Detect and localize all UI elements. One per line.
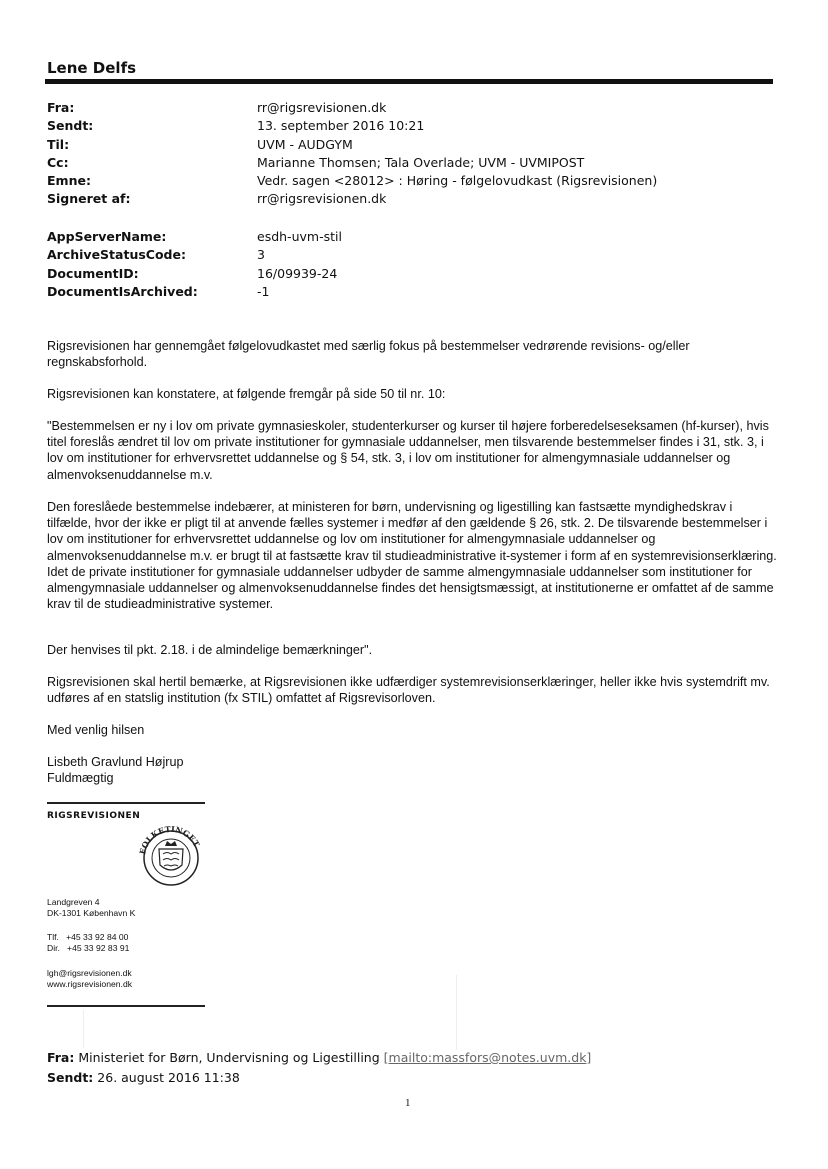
field-value: rr@rigsrevisionen.dk [257, 191, 387, 207]
field-label: AppServerName: [47, 229, 167, 244]
signer-name: Lisbeth Gravlund Højrup [47, 755, 184, 769]
field-signed-by [47, 190, 747, 208]
closing-greeting: Med venlig hilsen [47, 723, 145, 737]
field-value: 3 [257, 247, 265, 263]
body-paragraph: Der henvises til pkt. 2.18. i de almindelige bemærkninger". [47, 643, 373, 657]
field-value: -1 [257, 283, 270, 299]
phone-line: Dir. +45 33 92 83 91 [47, 943, 130, 953]
field-label: Sendt: [47, 118, 94, 134]
body-paragraph: Rigsrevisionen kan konstatere, at følgende fremgår på side 50 til nr. 10: [47, 387, 446, 401]
forwarded-sent [47, 1070, 240, 1085]
field-cc [47, 154, 747, 172]
field-label: Signeret af: [47, 191, 131, 207]
organization-logo-text: RIGSREVISIONEN [47, 811, 141, 821]
field-label: Til: [47, 136, 70, 152]
body-paragraph: "Bestemmelsen er ny i lov om private gymnasieskoler, studenterkurser og kurser til højere forberedelseseksamen (hf-kurser), hvis titel foreslås ændret til lov om private institutioner for gymnasiale uddannelser, men tilsvarende bestemmelser findes i 31, stk. 3, i lov om institutioner for erhvervsrettet uddannelse og § 54, stk. 3, i lov om institutioner for almengymnasiale uddannelser og almenvoksenuddannelse m.v. [47, 419, 769, 482]
email-link[interactable]: lgh@rigsrevisionen.dk [47, 968, 132, 978]
field-value: esdh-uvm-stil [257, 229, 342, 244]
field-value: UVM - AUDGYM [257, 136, 353, 152]
forwarded-sent-value: 26. august 2016 11:38 [97, 1070, 240, 1085]
signer-title: Fuldmægtig [47, 771, 114, 785]
address-line: DK-1301 København K [47, 908, 136, 918]
field-from [47, 99, 747, 117]
forwarded-from-label: Fra: [47, 1050, 75, 1065]
field-value: Marianne Thomsen; Tala Overlade; UVM - UVMIPOST [257, 154, 585, 170]
header-divider [45, 79, 773, 84]
field-subject [47, 172, 747, 190]
seal-text: FOLKETINGET [137, 825, 202, 856]
signature-divider [47, 1005, 205, 1007]
field-value: 13. september 2016 10:21 [257, 118, 425, 134]
svg-text:FOLKETINGET [137, 825, 202, 855]
signature-divider [47, 802, 205, 804]
forwarded-from [47, 1050, 591, 1065]
body-paragraph: Rigsrevisionen har gennemgået følgelovudkastet med særlig fokus på bestemmelser vedrørende revisions- og/eller regnskabsforhold. [47, 339, 690, 370]
scan-artifact-line [456, 975, 457, 1050]
field-value: Vedr. sagen <28012> : Høring - følgelovudkast (Rigsrevisionen) [257, 173, 658, 189]
website-link[interactable]: www.rigsrevisionen.dk [47, 979, 133, 989]
field-label: DocumentID: [47, 265, 139, 281]
forwarded-from-value: Ministeriet for Børn, Undervisning og Ligestilling [78, 1050, 380, 1065]
field-label: DocumentIsArchived: [47, 283, 198, 299]
field-sent [47, 117, 747, 135]
forwarded-sent-label: Sendt: [47, 1070, 94, 1085]
document-meta-fields [47, 228, 747, 301]
body-paragraph: Den foreslåede bestemmelse indebærer, at ministeren for børn, undervisning og ligestilling kan fastsætte myndighedskrav i tilfælde, hvor der ikke er pligt til at anvende fælles systemer i medfør af den gældende § 26, stk. 2. De tilsvarende bestemmelser i lov om institutioner for erhvervsrettet uddannelse og lov om institutioner for almengymnasiale uddannelser og almenvoksenuddannelse m.v. er brugt til at fastsætte krav til studieadministrative it-systemer i form af en systemrevisionserklæring. Idet de private institutioner for gymnasiale uddannelser udbyder de samme almengymnasiale uddannelser som institutioner for almengymnasiale uddannelser og almenvoksenuddannelse findes det hensigtsmæssigt, at institutionerne er omfattet af de samme krav til de studieadministrative systemer. [47, 500, 777, 612]
field-label: Emne: [47, 173, 91, 189]
scan-artifact-line [83, 1010, 84, 1048]
field-label: ArchiveStatusCode: [47, 247, 186, 263]
address-line: Landgreven 4 [47, 897, 100, 907]
field-document-id [47, 265, 747, 283]
field-value: rr@rigsrevisionen.dk [257, 100, 387, 115]
body-paragraph: Rigsrevisionen skal hertil bemærke, at Rigsrevisionen ikke udfærdiger systemrevisionserklæringer, heller ikke hvis systemdrift mv. udføres af en statslig institution (fx STIL) omfattet af Rigsrevisorloven. [47, 675, 770, 706]
seal-icon [136, 825, 206, 887]
field-value: 16/09939-24 [257, 265, 338, 281]
phone-line: Tlf. +45 33 92 84 00 [47, 932, 129, 942]
field-app-server [47, 228, 747, 246]
email-header-fields [47, 99, 747, 209]
field-archive-status [47, 246, 747, 264]
sender-name: Lene Delfs [47, 59, 137, 77]
page-number: 1 [405, 1097, 411, 1109]
field-document-archived [47, 283, 747, 301]
field-to [47, 136, 747, 154]
field-label: Cc: [47, 154, 69, 170]
field-label: Fra: [47, 100, 75, 115]
mailto-link[interactable]: [mailto:massfors@notes.uvm.dk] [383, 1050, 592, 1065]
